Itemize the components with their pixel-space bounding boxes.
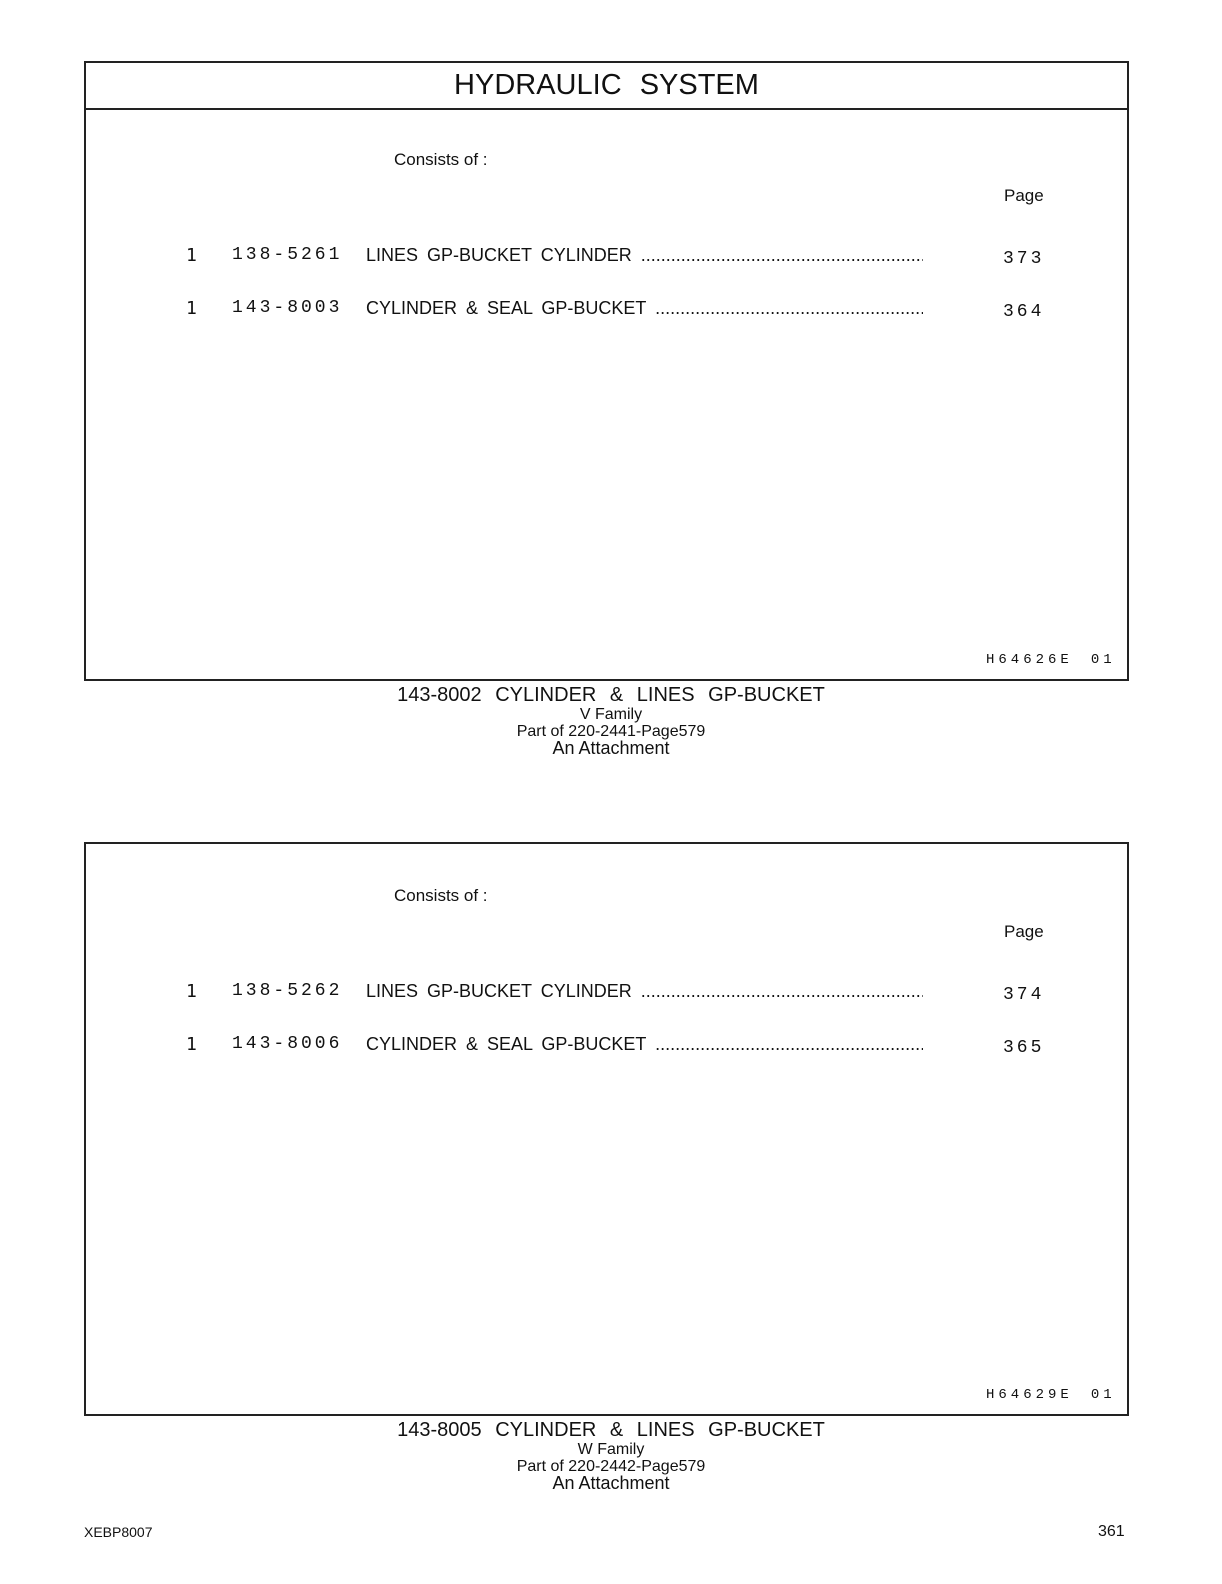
item-qty: 1 xyxy=(186,245,197,266)
page-column-header: Page xyxy=(1004,922,1044,941)
item-description: CYLINDER & SEAL GP-BUCKET ..... xyxy=(366,1034,923,1055)
item-description: LINES GP-BUCKET CYLINDER ..... xyxy=(366,981,923,1002)
caption-title: 143-8005 CYLINDER & LINES GP-BUCKET xyxy=(397,1419,825,1441)
item-qty: 1 xyxy=(186,1034,197,1055)
item-part-number: 138-5262 xyxy=(232,981,343,1001)
caption-family: V Family xyxy=(579,706,643,723)
item-qty: 1 xyxy=(186,298,197,319)
caption-family: W Family xyxy=(577,1441,645,1458)
figure-reference xyxy=(986,1387,1116,1403)
section-1-box xyxy=(84,61,1129,681)
caption-title: 143-8002 CYLINDER & LINES GP-BUCKET xyxy=(397,684,825,706)
figure-reference xyxy=(986,652,1116,668)
page-title: HYDRAULIC SYSTEM xyxy=(86,63,1127,110)
section-2-caption xyxy=(0,1419,1222,1492)
document-id: XEBP8007 xyxy=(84,1524,153,1540)
figure-ref-code: H64626E xyxy=(986,652,1073,668)
item-part-number: 143-8006 xyxy=(232,1034,343,1054)
consists-label: Consists of : xyxy=(394,150,488,169)
item-page-link[interactable]: 365 xyxy=(1003,1038,1045,1058)
caption-attachment: An Attachment xyxy=(552,738,670,758)
list-item xyxy=(86,981,1127,1005)
consists-label: Consists of : xyxy=(394,886,488,905)
section-2-box xyxy=(84,842,1129,1416)
item-description: LINES GP-BUCKET CYLINDER ..... xyxy=(366,245,923,266)
section-1-caption xyxy=(0,684,1222,757)
caption-attachment: An Attachment xyxy=(552,1473,670,1493)
list-item xyxy=(86,298,1127,322)
list-item xyxy=(86,245,1127,269)
caption-part-of: Part of 220-2441-Page579 xyxy=(516,723,706,740)
item-page-link[interactable]: 373 xyxy=(1003,249,1045,269)
item-part-number: 138-5261 xyxy=(232,245,343,265)
list-item xyxy=(86,1034,1127,1058)
item-qty: 1 xyxy=(186,981,197,1002)
figure-ref-rev: 01 xyxy=(1090,652,1116,668)
item-part-number: 143-8003 xyxy=(232,298,343,318)
figure-ref-code: H64629E xyxy=(986,1387,1073,1403)
item-page-link[interactable]: 374 xyxy=(1003,985,1045,1005)
item-description: CYLINDER & SEAL GP-BUCKET ..... xyxy=(366,298,923,319)
page-column-header: Page xyxy=(1004,186,1044,205)
page-number: 361 xyxy=(1098,1523,1125,1540)
item-page-link[interactable]: 364 xyxy=(1003,302,1045,322)
caption-part-of: Part of 220-2442-Page579 xyxy=(516,1458,706,1475)
figure-ref-rev: 01 xyxy=(1090,1387,1116,1403)
